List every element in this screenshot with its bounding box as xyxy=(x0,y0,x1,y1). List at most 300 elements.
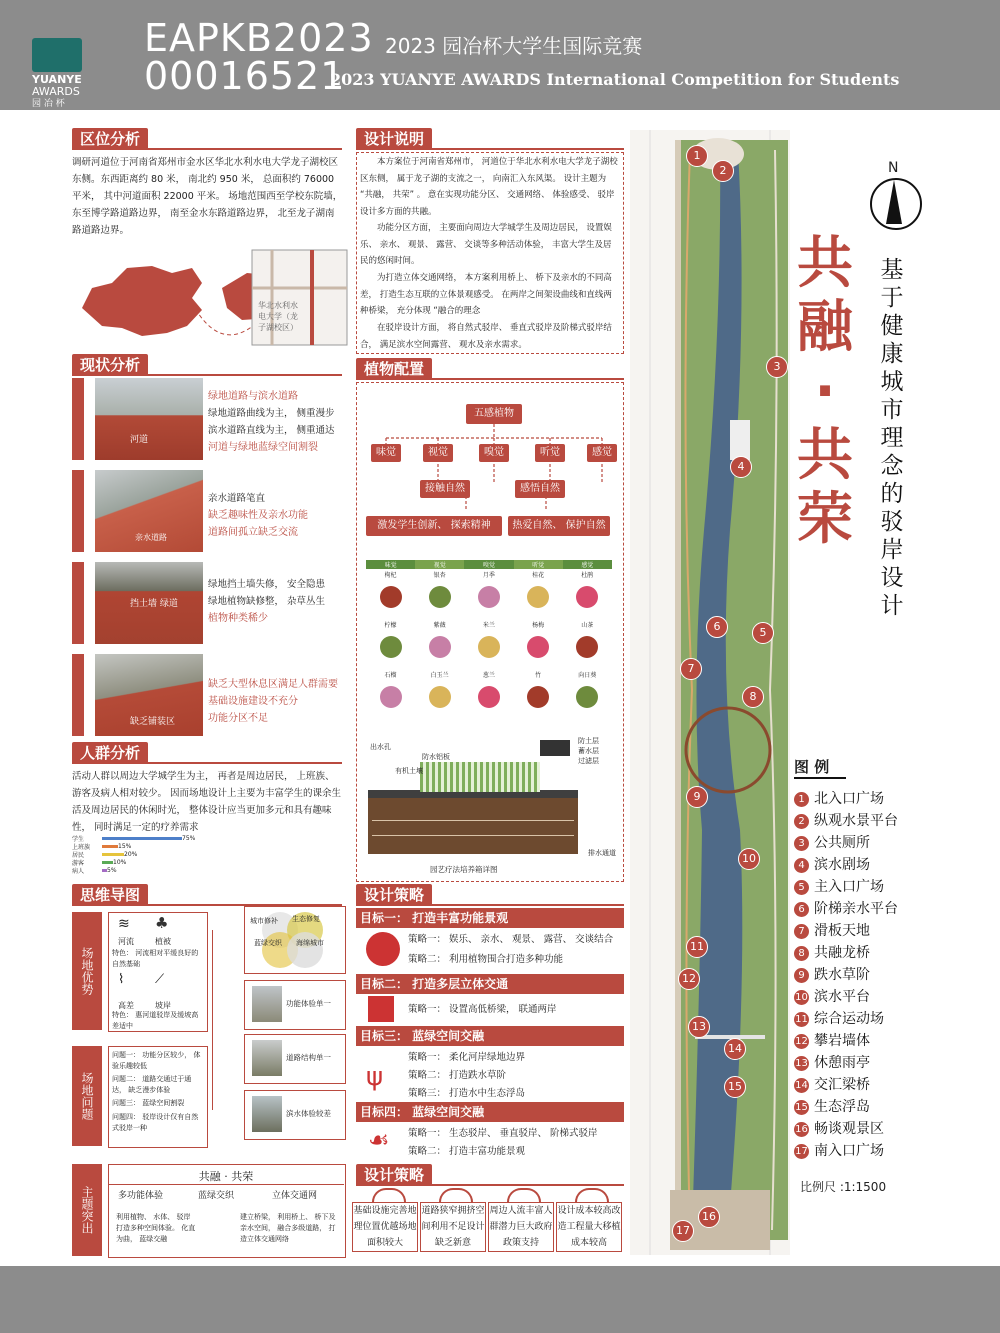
legend-number: 13 xyxy=(795,1058,808,1069)
competition-title-cn: 2023 园冶杯大学生国际竞赛 xyxy=(385,34,643,58)
goal-bar: 目标四： 蓝绿空间交融 xyxy=(356,1102,624,1122)
species-cell xyxy=(366,572,415,622)
theme-subtitle-char: 理 xyxy=(880,425,904,451)
theme-subtitle-char: 基 xyxy=(880,257,904,283)
problem-photo xyxy=(252,1096,282,1132)
theme-col-title: 蓝绿交织 xyxy=(198,1191,235,1201)
species-name: 米兰 xyxy=(482,622,495,629)
venn-label: 海绵城市 xyxy=(296,939,324,947)
legend-label: 南入口广场 xyxy=(814,1143,884,1159)
bank-icon: ☙ xyxy=(368,1126,390,1154)
problem-item: 问题一： 功能分区较少， 体验乐趣较低 xyxy=(112,1051,201,1070)
strength-icon xyxy=(372,1188,406,1202)
goal-bar: 目标三： 蓝绿空间交融 xyxy=(356,1026,624,1046)
status-photo-label: 缺乏铺装区 xyxy=(130,717,176,727)
yuanye-logo xyxy=(32,38,82,72)
sense-node: 视觉 xyxy=(423,444,453,462)
bottom-node: 激发学生创新、 探索精神 xyxy=(366,516,502,536)
status-photo xyxy=(95,378,203,460)
slope-icon: ⟋ xyxy=(155,972,165,987)
crowd-bar-value: 75% xyxy=(182,834,196,842)
mid-node: 接触自然 xyxy=(420,480,470,498)
section-title-location: 区位分析 xyxy=(72,128,148,150)
legend-number: 1 xyxy=(794,792,809,807)
map-marker: 1 xyxy=(686,145,708,167)
cube-icon xyxy=(368,996,394,1022)
legend-list xyxy=(794,788,984,1162)
advantage-feature: 特色： 惠河道驳岸及缓坡高差适中 xyxy=(112,1011,199,1030)
theme-subtitle-char: 设 xyxy=(880,565,904,591)
map-marker: 4 xyxy=(730,456,752,478)
species-col-head: 味觉 xyxy=(366,560,415,569)
status-line: 功能分区不足 xyxy=(208,713,268,724)
legend-label: 阶梯亲水平台 xyxy=(814,901,898,917)
icon-label-vegetation: 植被 xyxy=(155,937,171,946)
species-photo xyxy=(576,586,598,608)
theme-subtitle-char: 健 xyxy=(880,313,904,339)
competition-title-en: 2023 YUANYE AWARDS International Competition for Students xyxy=(330,70,900,89)
map-marker: 10 xyxy=(738,848,760,870)
map-marker: 11 xyxy=(686,936,708,958)
legend-item xyxy=(794,1008,984,1030)
species-cell xyxy=(514,622,563,672)
section-underline xyxy=(72,762,342,764)
mindmap-group-problem: 场地问题 xyxy=(72,1046,102,1146)
plant-root-node: 五感植物 xyxy=(466,404,522,424)
legend-label: 主入口广场 xyxy=(814,879,884,895)
map-marker: 7 xyxy=(680,658,702,680)
species-name: 向日葵 xyxy=(578,672,597,679)
species-header xyxy=(366,560,612,569)
icon-label-river: 河流 xyxy=(118,937,134,946)
crowd-bar-chart xyxy=(72,834,342,874)
status-line: 绿地道路曲线为主， 侧重漫步 xyxy=(208,408,335,419)
species-photo xyxy=(429,686,451,708)
map-marker: 8 xyxy=(742,686,764,708)
status-line: 植物种类稀少 xyxy=(208,613,268,624)
species-cell xyxy=(563,622,612,672)
location-map-label: 华北水利水电大学（龙子湖校区） xyxy=(258,301,298,332)
section-underline xyxy=(356,1184,624,1186)
status-row-bar xyxy=(72,562,84,644)
planter-plants xyxy=(420,762,540,792)
legend-item xyxy=(794,854,984,876)
section-label: 防水铝板 xyxy=(422,753,450,761)
legend-number: 10 xyxy=(795,992,808,1003)
map-marker: 3 xyxy=(766,356,788,378)
species-cell xyxy=(415,572,464,622)
design-para: 在驳岸设计方面， 将自然式驳岸、 垂直式驳岸及阶梯式驳岸结合， 满足滨水空间露营、 观水及亲水需求。 xyxy=(360,323,612,350)
legend-number: 9 xyxy=(794,968,809,983)
map-marker: 13 xyxy=(688,1016,710,1038)
strategy-item: 策略二： 利用植物围合打造多种功能 xyxy=(408,954,564,965)
status-line: 绿地植物缺修整， 杂草丛生 xyxy=(208,596,326,607)
theme-title-char: · xyxy=(814,359,836,424)
map-marker: 9 xyxy=(686,786,708,808)
section-underline xyxy=(72,148,342,150)
species-name: 月季 xyxy=(482,572,495,579)
crowd-bar-label: 上班族 xyxy=(72,843,91,851)
legend-label: 纵观水景平台 xyxy=(814,813,898,829)
goal-bar: 目标一： 打造丰富功能景观 xyxy=(356,908,624,928)
landscape-icon xyxy=(366,932,400,966)
section-drain-label: 排水通道 xyxy=(588,849,616,857)
legend-item xyxy=(794,986,984,1008)
weakness-icon xyxy=(439,1188,473,1202)
theme-subtitle-char: 市 xyxy=(880,397,904,423)
legend-label: 公共厕所 xyxy=(814,835,870,851)
design-para: 为打造立体交通网络， 本方案利用桥上、 桥下及亲水的不同高差， 打造生态互联的立体景观感受。 在两岸之间架设曲线和直线两种桥梁， 充分体现 “融合的理念 xyxy=(360,273,612,316)
legend-number: 12 xyxy=(795,1036,808,1047)
crowd-bar-label: 游客 xyxy=(72,859,85,867)
theme-col-title: 多功能体验 xyxy=(118,1191,164,1201)
theme-subtitle-char: 计 xyxy=(880,593,904,619)
species-photo xyxy=(527,686,549,708)
species-name: 柠檬 xyxy=(384,622,397,629)
logo-text-mid: AWARDS xyxy=(32,85,80,98)
legend-label: 滑板天地 xyxy=(814,923,870,939)
crowd-bar-label: 学生 xyxy=(72,835,85,843)
theme-title-char: 荣 xyxy=(797,487,853,552)
legend-item xyxy=(794,1030,984,1052)
legend-number: 7 xyxy=(794,924,809,939)
theme-title-char: 共 xyxy=(797,231,853,296)
map-marker: 14 xyxy=(724,1038,746,1060)
icon-label-slope: 坡岸 xyxy=(155,1001,171,1010)
sense-node: 嗅觉 xyxy=(479,444,509,462)
theme-title-char: 融 xyxy=(797,295,853,360)
status-row-bar xyxy=(72,470,84,552)
location-text: 调研河道位于河南省郑州市金水区华北水利水电大学龙子湖校区东侧。东西距离约 80 米， 南北约 950 米， 总面积约 76000 平米， 其中河道面积 22000 平米。 场地范围西至学校东院墙， 东至博学路道路边界， 南至金水东路道路边界， 北至龙子湖南路道路边界。 xyxy=(72,157,343,236)
crowd-bar-row xyxy=(72,858,342,866)
status-line: 道路间孤立缺乏交流 xyxy=(208,527,298,538)
species-cell xyxy=(366,672,415,722)
species-name: 银杏 xyxy=(433,572,446,579)
section-title-strategy: 设计策略 xyxy=(356,884,432,906)
legend-label: 交汇梁桥 xyxy=(814,1077,870,1093)
master-plan-map xyxy=(630,130,790,1255)
elevation-icon: ⌇ xyxy=(118,972,125,987)
map-marker: 2 xyxy=(712,160,734,182)
species-photo xyxy=(478,586,500,608)
section-underline xyxy=(72,374,342,376)
river-icon: ≋ xyxy=(118,916,130,932)
crowd-bar-row xyxy=(72,850,342,858)
strategy-item: 策略一： 生态驳岸、 垂直驳岸、 阶梯式驳岸 xyxy=(408,1128,598,1139)
crowd-bar-value: 15% xyxy=(118,842,132,850)
legend-item xyxy=(794,920,984,942)
crowd-bar xyxy=(102,845,118,848)
species-name: 紫薇 xyxy=(433,622,446,629)
crowd-bar-row xyxy=(72,842,342,850)
species-name: 山茶 xyxy=(581,622,594,629)
species-photo xyxy=(380,636,402,658)
section-title-crowd: 人群分析 xyxy=(72,742,148,764)
grass-icon: ψ xyxy=(366,1062,384,1092)
crowd-bar-value: 5% xyxy=(107,866,117,874)
crowd-text: 活动人群以周边大学城学生为主， 再者是周边居民， 上班族、 游客及病人相对较少。 因而场地设计上主要为丰富学生的课余生活及周边居民的休闲时光， 整体设计应当更加多元和具有趣味性， 同时满足一定的疗养需求 xyxy=(72,771,342,833)
crowd-bar-row xyxy=(72,834,342,842)
status-line: 基础设施建设不充分 xyxy=(208,696,298,707)
species-name: 杨梅 xyxy=(532,622,545,629)
species-name: 葱兰 xyxy=(482,672,495,679)
map-marker: 15 xyxy=(724,1076,746,1098)
tree-icon: ♣ xyxy=(155,914,169,932)
problem-item: 问题三： 蓝绿空间割裂 xyxy=(112,1099,185,1107)
swot-box: 周边人流丰富人群潜力巨大政府政策支持 xyxy=(488,1202,554,1252)
logo-text-top: YUANYE xyxy=(32,73,82,86)
legend-number: 6 xyxy=(794,902,809,917)
theme-divider xyxy=(108,1184,344,1185)
status-line: 绿地道路与滨水道路 xyxy=(208,391,298,402)
species-name: 竹 xyxy=(535,672,542,679)
species-photo xyxy=(527,636,549,658)
section-label: 防土层 xyxy=(578,737,599,745)
problem-photo-caption: 道路结构单一 xyxy=(286,1053,331,1062)
legend-label: 攀岩墙体 xyxy=(814,1033,870,1049)
theme-subtitle-char: 的 xyxy=(880,481,904,507)
legend-label: 滨水平台 xyxy=(814,989,870,1005)
legend-label: 生态浮岛 xyxy=(814,1099,870,1115)
theme-col-text: 建立桥梁， 利用桥上、 桥下及亲水空间， 融合多级道路， 打造立体交通网络 xyxy=(240,1213,336,1243)
map-marker: 6 xyxy=(706,616,728,638)
theme-subtitle-char: 岸 xyxy=(880,537,904,563)
section-title-mindmap: 思维导图 xyxy=(72,884,148,906)
map-marker: 17 xyxy=(672,1220,694,1242)
species-name: 枸杞 xyxy=(384,572,397,579)
problem-photo-caption: 滨水体验较差 xyxy=(286,1109,331,1118)
opportunity-icon xyxy=(507,1188,541,1202)
legend-label: 跌水草阶 xyxy=(814,967,870,983)
north-arrow-needle xyxy=(886,180,902,224)
species-name: 石榴 xyxy=(384,672,397,679)
legend-label: 滨水剧场 xyxy=(814,857,870,873)
crowd-bar xyxy=(102,837,182,840)
crowd-bar xyxy=(102,861,113,864)
crowd-bar-row xyxy=(72,866,342,874)
north-label: N xyxy=(888,160,899,176)
strategy-item: 策略二： 打造跌水草阶 xyxy=(408,1070,507,1081)
section-label: 出水孔 xyxy=(370,743,391,751)
bottom-node: 热爱自然、 保护自然 xyxy=(508,516,610,536)
legend-item xyxy=(794,942,984,964)
mindmap-group-theme: 主题突出 xyxy=(72,1164,102,1256)
legend-number: 8 xyxy=(794,946,809,961)
problem-photo xyxy=(252,986,282,1022)
section-label: 蓄水层 xyxy=(578,747,599,755)
theme-subtitle-char: 城 xyxy=(880,369,904,395)
theme-subtitle-char: 驳 xyxy=(880,509,904,535)
status-photo-label: 挡土墙 绿道 xyxy=(130,599,178,609)
theme-subtitle xyxy=(872,256,912,620)
swot-box: 设计成本较高改造工程量大移植成本较高 xyxy=(556,1202,622,1252)
legend-label: 畅谈观景区 xyxy=(814,1121,884,1137)
theme-col-title: 立体交通网 xyxy=(272,1191,318,1201)
theme-title: 共融 · 共荣 xyxy=(198,1170,254,1183)
theme-subtitle-char: 康 xyxy=(880,341,904,367)
crowd-bar-value: 10% xyxy=(113,858,127,866)
species-photo xyxy=(576,636,598,658)
species-name: 白玉兰 xyxy=(430,672,449,679)
species-name: 桂花 xyxy=(532,572,545,579)
map-marker: 12 xyxy=(678,968,700,990)
species-photo xyxy=(478,686,500,708)
section-title-strategy-2: 设计策略 xyxy=(356,1164,432,1186)
status-line: 绿地挡土墙失修， 安全隐患 xyxy=(208,579,326,590)
status-line: 缺乏趣味性及亲水功能 xyxy=(208,510,308,521)
legend-label: 休憩雨亭 xyxy=(814,1055,870,1071)
advantage-feature: 特色： 河流相对平缓良好的自然基础 xyxy=(112,949,199,968)
species-photo xyxy=(576,686,598,708)
sense-node: 听觉 xyxy=(535,444,565,462)
sense-node: 感觉 xyxy=(587,444,617,462)
species-cell xyxy=(415,672,464,722)
planter-layers xyxy=(372,820,574,836)
legend-item xyxy=(794,832,984,854)
species-col-head: 视觉 xyxy=(415,560,464,569)
problem-photo xyxy=(252,1040,282,1076)
problem-photo-caption: 功能体验单一 xyxy=(286,999,331,1008)
map-marker: 16 xyxy=(698,1206,720,1228)
legend-item xyxy=(794,876,984,898)
venn-label: 蓝绿交织 xyxy=(254,939,282,947)
theme-title-big xyxy=(790,232,860,552)
threat-icon xyxy=(575,1188,609,1202)
legend-label: 共融龙桥 xyxy=(814,945,870,961)
crowd-bar xyxy=(102,853,124,856)
species-cell xyxy=(563,672,612,722)
legend-number: 2 xyxy=(794,814,809,829)
section-title-plants: 植物配置 xyxy=(356,358,432,380)
legend-item xyxy=(794,898,984,920)
legend-number: 15 xyxy=(795,1102,808,1113)
legend-number: 3 xyxy=(794,836,809,851)
species-col-head: 嗅觉 xyxy=(464,560,513,569)
section-title-status: 现状分析 xyxy=(72,354,148,376)
status-line: 滨水道路直线为主， 侧重通达 xyxy=(208,425,335,436)
legend-item xyxy=(794,788,984,810)
entry-code-line1: EAPKB2023 xyxy=(144,16,374,60)
species-cell xyxy=(415,622,464,672)
theme-col-text: 利用植物、 水体、 驳岸打造多种空间体验。 化直为曲， 蓝绿交融 xyxy=(116,1213,196,1243)
map-marker: 5 xyxy=(752,622,774,644)
status-row-bar xyxy=(72,378,84,460)
species-cell xyxy=(464,572,513,622)
legend-item xyxy=(794,964,984,986)
logo-text-bottom: 园 冶 杯 xyxy=(32,99,65,109)
strategy-item: 策略二： 打造丰富功能景观 xyxy=(408,1146,526,1157)
legend-item xyxy=(794,1118,984,1140)
legend-number: 16 xyxy=(795,1124,808,1135)
species-cell xyxy=(563,572,612,622)
status-line: 河道与绿地蓝绿空间割裂 xyxy=(208,442,318,453)
species-name: 杜鹃 xyxy=(581,572,594,579)
section-label: 有机土壤 xyxy=(395,767,423,775)
icon-label-elevation: 高差 xyxy=(118,1001,134,1010)
species-col-head: 听觉 xyxy=(514,560,563,569)
status-photo-label: 河道 xyxy=(130,435,149,445)
legend-label: 北入口广场 xyxy=(814,791,884,807)
sense-node: 味觉 xyxy=(371,444,401,462)
design-para: 本方案位于河南省郑州市， 河道位于华北水利水电大学龙子湖校区东侧， 属于龙子湖的支流之一， 向南汇入东风渠。 设计主题为 “共融， 共荣” 。 意在实现功能分区、 交通网络、 体验感受、 驳岸设计多方面的共融。 xyxy=(360,157,618,217)
species-col-head: 感觉 xyxy=(563,560,612,569)
section-label: 过滤层 xyxy=(578,757,599,765)
design-para: 功能分区方面， 主要面向周边大学城学生及周边居民， 设置娱乐、 亲水、 观景、 露营、 交谈等多种活动体验， 丰富大学生及居民的悠闲时间。 xyxy=(360,223,612,266)
location-maps xyxy=(72,248,352,348)
legend-number: 4 xyxy=(794,858,809,873)
species-cell xyxy=(366,622,415,672)
legend-number: 5 xyxy=(794,880,809,895)
legend-label: 综合运动场 xyxy=(814,1011,884,1027)
strategy-item: 策略三： 打造水中生态浮岛 xyxy=(408,1088,526,1099)
swot-box: 道路狭窄拥挤空间利用不足设计缺乏新意 xyxy=(420,1202,486,1252)
footer-band xyxy=(0,1266,1000,1333)
legend-item xyxy=(794,1052,984,1074)
legend-number: 11 xyxy=(795,1014,808,1025)
species-photo xyxy=(380,586,402,608)
section-underline xyxy=(356,378,624,380)
crowd-bar-value: 20% xyxy=(124,850,138,858)
swot-box: 基础设施完善地理位置优越场地面积较大 xyxy=(352,1202,418,1252)
legend-item xyxy=(794,1074,984,1096)
strategy-item: 策略一： 柔化河岸绿地边界 xyxy=(408,1052,526,1063)
problem-item: 问题四： 驳岸设计仅有自然式驳岸一种 xyxy=(112,1113,199,1132)
strategy-item: 策略一： 娱乐、 亲水、 观景、 露营、 交谈结合 xyxy=(408,934,614,945)
problem-item: 问题二： 道路交通过于通达， 缺乏漫步体验 xyxy=(112,1075,192,1094)
mindmap-group-advantage: 场地优势 xyxy=(72,912,102,1030)
crowd-bar-label: 病人 xyxy=(72,867,85,875)
species-cell xyxy=(464,672,513,722)
species-cell xyxy=(464,622,513,672)
species-photo xyxy=(429,636,451,658)
scale-label: 比例尺 :1:1500 xyxy=(800,1180,887,1194)
status-photo-label: 亲水道路 xyxy=(135,533,167,542)
entry-code-line2: 00016521 xyxy=(144,54,346,98)
strategy-item: 策略一： 设置高低桥梁， 联通两岸 xyxy=(408,1004,557,1015)
status-row-bar xyxy=(72,654,84,736)
status-line: 亲水道路笔直 xyxy=(208,493,266,504)
legend-item xyxy=(794,1140,984,1162)
legend-number: 17 xyxy=(795,1146,808,1157)
section-underline xyxy=(356,148,624,150)
sign-board xyxy=(540,740,570,756)
theme-title-char: 共 xyxy=(797,423,853,488)
section-caption: 园艺疗法培养箱详图 xyxy=(430,865,498,874)
legend-item xyxy=(794,1096,984,1118)
legend-number: 14 xyxy=(795,1080,808,1091)
plant-tree-connectors xyxy=(356,424,622,524)
theme-subtitle-char: 念 xyxy=(880,453,904,479)
mid-node: 感悟自然 xyxy=(515,480,565,498)
section-title-design: 设计说明 xyxy=(356,128,432,150)
mindmap-connector xyxy=(212,930,243,1110)
species-grid xyxy=(366,572,612,720)
species-photo xyxy=(478,636,500,658)
goal-bar: 目标二： 打造多层立体交通 xyxy=(356,974,624,994)
venn-label: 生态修复 xyxy=(292,915,320,923)
species-photo xyxy=(429,586,451,608)
species-photo xyxy=(380,686,402,708)
section-underline xyxy=(356,904,624,906)
species-photo xyxy=(527,586,549,608)
theme-subtitle-char: 于 xyxy=(880,285,904,311)
species-cell xyxy=(514,572,563,622)
legend-title: 图 例 xyxy=(794,758,830,776)
crowd-bar-label: 居民 xyxy=(72,851,85,859)
species-cell xyxy=(514,672,563,722)
venn-label: 城市修补 xyxy=(250,917,278,925)
status-line: 缺乏大型休息区满足人群需要 xyxy=(208,679,338,690)
